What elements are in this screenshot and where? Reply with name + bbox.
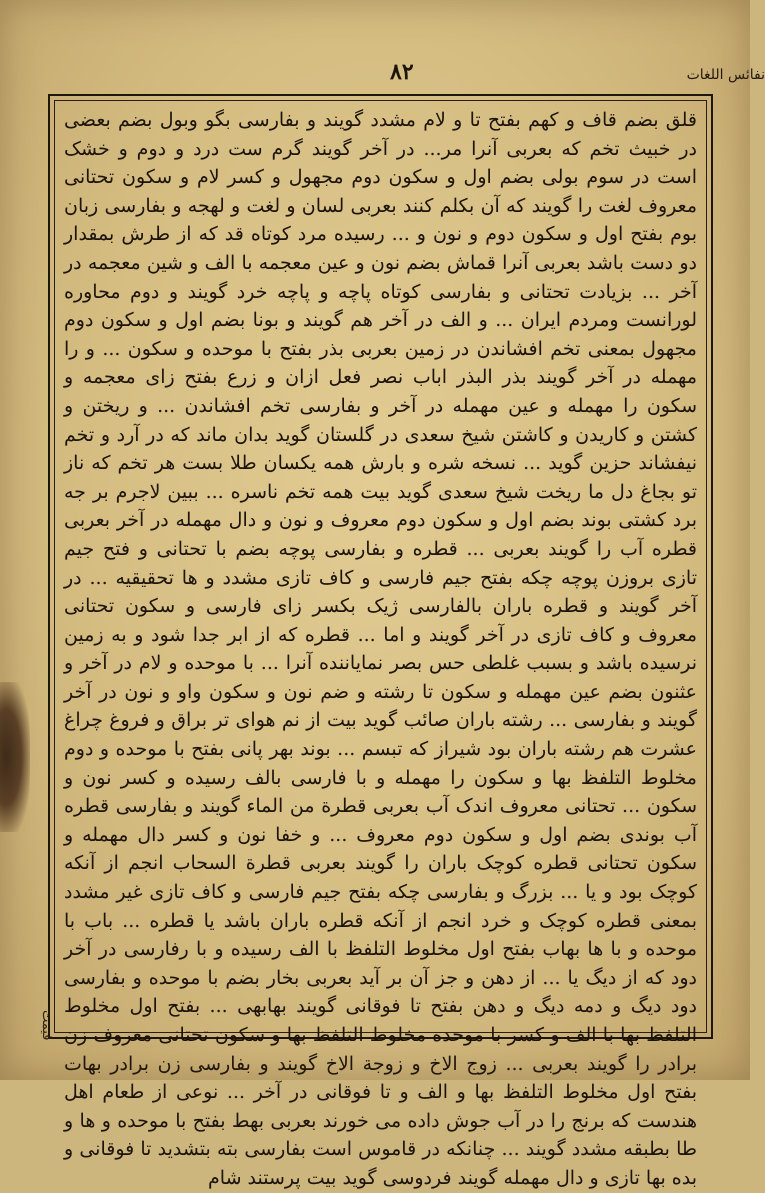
text-frame [48, 94, 713, 1189]
running-head: نفائس اللغات [686, 67, 765, 83]
ink-stain [0, 682, 30, 832]
body-text [64, 106, 697, 1189]
page-header [60, 55, 765, 89]
body-paragraph: قلق بضم قاف و کھم بفتح تا و لام مشدد گویند و بفارسی بگو وبول بضم بعضی در خبیث تخم که بعربی آنرا مر... در آخر گویند گرم ست درد و دوم و خشک است در سوم بولی بضم اول و سکون دوم مجهول و کسر لام و سکون تحتانی معروف لغت را گویند که آن بکلم کنند بعربی لسان و لغت و لهجه و بفارسی زبان بوم بفتح اول و سکون دوم و نون و ... رسیده مرد کوتاه قد که از طرش بمقدار دو دست باشد بعربی آنرا قماش بضم نون و عین معجمه با الف و شین معجمه در آخر ... بزیادت تحتانی و بفارسی کوتاه پاچه و پاچه خرد گویند و دوم محاوره لورانست ومردم ایران ... و الف در آخر هم گویند و بونا بضم اول و سکون دوم مجهول بمعنی تخم افشاندن در زمین بعربی بذر بفتح با موحده و سکون ... و را مهمله در آخر گویند بذر البذر اباب نصر فعل ازان و زرع بفتح زای معجمه و سکون را مهمله و عین مهمله در آخر و بفارسی تخم افشاندن ... و ریختن و کشتن و کاریدن و کاشتن شیخ سعدی در گلستان گوید بدان ماند که در آرد و تخم نیفشاند حزین گوید ... نسخه شره و بارش همه یکسان طلا بست هر تخم که ناز تو بجاغ دل ما ریخت شیخ سعدی گوید بیت همه تخم ناسره ... ببین لاجرم بر جه برد کشتی بوند بضم اول و سکون دوم معروف و نون و دال مهمله در آخر بعربی قطره آب را گویند بعربی ... قطره و بفارسی پوچه بضم با تحتانی و فتح جیم تازی بروزن پوچه چکه بفتح جیم فارسی و کاف تازی مشدد و ها تحقیقیه ... در آخر گویند و قطره باران بالفارسی ژیک بکسر زای فارسی و سکون تحتانی معروف و کاف تازی در آخر گویند و اما ... قطره که از ابر جدا شود و به زمین نرسیده باشد و بسبب غلطی حس بصر نمایاننده آنرا ... با موحده و لام در آخر و عثنون بضم عین مهمله و سکون تا رشته و ضم نون و سکون واو و نون در آخر گویند و بفارسی ... رشته باران صائب گوید بیت از نم هوای تر براق و فروغ چراغ عشرت هم رشته باران بود شیراز که تبسم ... بوند بھر پانی بفتح با موحده و دوم مخلوط التلفظ بها و سکون را مهمله و با فارسی بالف رسیده و کسر نون و سکون ... تحتانی معروف اندک آب بعربی قطرة من الماء گویند و بفارسی قطره آب بوندی بضم اول و سکون دوم معروف ... و خفا نون و کسر دال مهمله و سکون تحتانی قطره کوچک باران را گویند بعربی قطرة السحاب انجم از آنکه کوچک بود و یا ... بزرگ و بفارسی چکه بفتح جیم فارسی و کاف تازی غیر مشدد بمعنی قطره کوچک و خرد انجم از آنکه قطره باران باشد یا قطره ... باب با موحده و با ها بھاب بفتح اول مخلوط التلفظ با الف رسیده و با رفارسی در آخر دود که از دیگ یا ... از دهن و جز آن بر آید بعربی بخار بضم با موحده و بفارسی دود دیگ و دمه دیگ و دهن بفتح تا فوقانی گویند بھابھی ... بفتح اول مخلوط التلفظ بها با الف و کسر با موحده مخلوط التلفظ بها و سکون تحتانی معروف زن برادر را گویند بعربی ... زوج الاخ و زوجة الاخ گویند و بفارسی زن برادر بھات بفتح اول مخلوط التلفظ بها و الف و تا فوقانی در آخر ... نوعی از طعام اهل هندست که برنج را در آب جوش داده می خورند بعربی بھط بفتح با موحده و ها و طا بطبقه مشدد گویند ... چنانکه در قاموس است بفارسی بته بتشدید تا فوقانی و بده بها تازی و دال مهمله گویند فردوسی گوید بیت پرستند شام [64, 109, 697, 1189]
page-number: ۸۲ [390, 59, 414, 85]
margin-note: قیمت [39, 1009, 54, 1040]
